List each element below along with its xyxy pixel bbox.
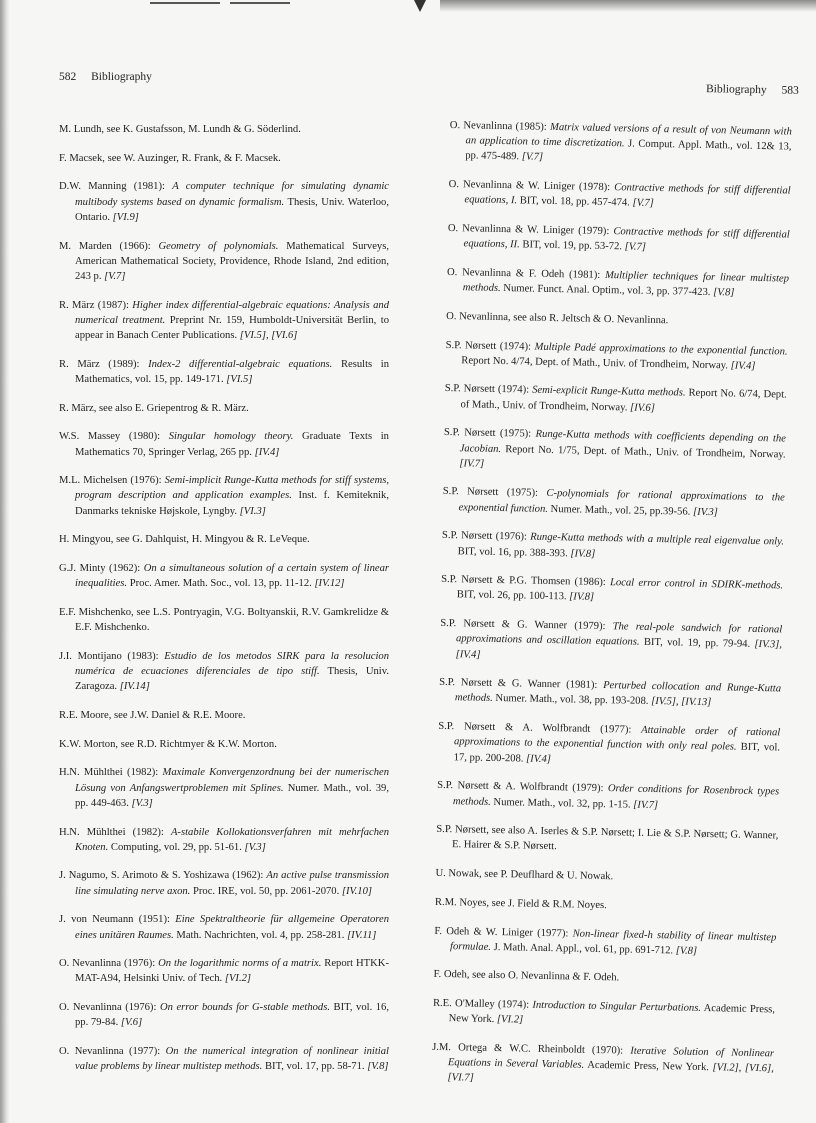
entry-author-text: S.P. Nørsett (1974): xyxy=(444,383,533,397)
entry-author-text: H.N. Mühlthei (1982): xyxy=(59,826,171,838)
bibliography-entry xyxy=(59,737,389,752)
entry-title: A computer technique for simulating dynamic multibody systems based on dynamic formalism. xyxy=(75,181,390,208)
entry-title: Perturbed collocation and Runge-Kutta methods. xyxy=(454,680,782,705)
entry-author-text: F. Odeh, see also O. Nevanlinna & F. Odeh. xyxy=(433,969,620,984)
entry-author-text: S.P. Nørsett (1976): xyxy=(441,530,531,543)
bibliography-entry xyxy=(435,866,777,888)
entry-section-reference: [IV.10] xyxy=(341,885,373,897)
bibliography-entry xyxy=(59,912,389,942)
bibliography-entry xyxy=(59,956,389,986)
bibliography-entry xyxy=(59,473,389,519)
entry-title: Runge-Kutta methods with a multiple real eigenvalue only. xyxy=(530,531,785,548)
bibliography-entry xyxy=(437,778,780,815)
entry-author-text: S.P. Nørsett & P.G. Thomsen (1986): xyxy=(441,574,611,589)
bibliography-entry xyxy=(448,177,791,214)
entry-publication-text: BIT, vol. 17, pp. 200-208. xyxy=(453,742,781,765)
entry-title: Matrix valued versions of a result of von Neumann with an application to time discretization. xyxy=(465,121,792,150)
entry-section-reference: [IV.8] xyxy=(570,547,596,560)
entry-author-text: M. Marden (1966): xyxy=(59,240,159,252)
entry-publication-text: Proc. Amer. Math. Soc., vol. 13, pp. 11-12. xyxy=(127,578,315,590)
entry-title: Singular homology theory. xyxy=(168,431,294,443)
right-page-number: 583 xyxy=(781,84,799,97)
entry-section-reference: [V.7] xyxy=(624,241,647,254)
entry-author-text: S.P. Nørsett & A. Wolfbrandt (1979): xyxy=(437,780,609,795)
left-page-number: 582 xyxy=(59,71,77,83)
entry-title: Estudio de los metodos SIRK para la resolucion numérica de ecuaciones diferenciales de tipo stiff. xyxy=(75,650,389,678)
entry-publication-text: BIT, vol. 16, pp. 388-393. xyxy=(457,545,571,559)
scan-top-rule xyxy=(230,2,290,4)
bibliography-entry xyxy=(445,337,788,374)
entry-section-reference: [IV.14] xyxy=(119,681,150,693)
entry-author-text: H. Mingyou, see G. Dahlquist, H. Mingyou & R. LeVeque. xyxy=(59,534,310,546)
entry-section-reference: [IV.8] xyxy=(569,591,595,604)
entry-title: Attainable order of rational approximations to the exponential function with only real poles. xyxy=(453,724,781,754)
entry-author-text: M. Lundh, see K. Gustafsson, M. Lundh & G. Söderlind. xyxy=(59,124,301,135)
entry-section-reference: [IV.7] xyxy=(633,799,659,811)
entry-author-text: O. Nevanlinna (1976): xyxy=(59,1002,160,1014)
entry-author-text: O. Nevanlinna (1985): xyxy=(449,119,551,133)
entry-title: Iterative Solution of Nonlinear Equations in Several Variables. xyxy=(447,1045,775,1071)
entry-title: Index-2 differential-algebraic equations. xyxy=(148,358,333,370)
entry-title: An active pulse transmission line simulating nerve axon. xyxy=(75,870,389,897)
entry-author-text: O. Nevanlinna & W. Liniger (1979): xyxy=(447,222,614,238)
entry-author-text: M.L. Michelsen (1976): xyxy=(59,475,165,487)
entry-title: Semi-implicit Runge-Kutta methods for stiff systems, program description and application examples. xyxy=(75,475,389,502)
entry-title: On a simultaneous solution of a certain system of linear inequalities. xyxy=(75,563,389,590)
bibliography-entry xyxy=(436,822,779,859)
entry-publication-text: J. Math. Anal. Appl., vol. 61, pp. 691-712. xyxy=(490,941,676,957)
entry-publication-text: Numer. Math., vol. 32, pp. 1-15. xyxy=(490,796,634,811)
entry-title: On the numerical integration of nonlinear initial value problems by linear multistep methods. xyxy=(75,1046,389,1073)
right-page-header xyxy=(706,83,799,97)
bibliography-entry xyxy=(59,649,389,695)
entry-section-reference: [V.7] xyxy=(104,270,126,282)
entry-publication-text: Thesis, Univ. Waterloo, Ontario. xyxy=(75,196,389,223)
entry-section-reference: [IV.11] xyxy=(347,929,377,941)
entry-author-text: R.E. O'Malley (1974): xyxy=(432,997,533,1011)
entry-title: Non-linear fixed-h stability of linear multistep formulae. xyxy=(449,928,777,953)
entry-section-reference: [IV.5], [IV.13] xyxy=(651,696,712,709)
entry-title: Order conditions for Rosenbrock types methods. xyxy=(452,783,780,808)
bibliography-entry xyxy=(59,151,389,166)
right-page-running-title: Bibliography xyxy=(705,83,767,97)
bibliography-entry xyxy=(434,923,777,960)
entry-section-reference: [VI.2] xyxy=(224,973,252,985)
entry-author-text: J. von Neumann (1951): xyxy=(59,914,176,926)
entry-author-text: S.P. Nørsett & A. Wolfbrandt (1977): xyxy=(438,721,642,736)
scan-left-edge-shadow xyxy=(0,0,10,1123)
entry-author-text: O. Nevanlinna, see also R. Jeltsch & O. Nevanlinna. xyxy=(446,310,669,327)
bibliography-entry xyxy=(59,298,389,344)
entry-publication-text: Graduate Texts in Mathematics 70, Springer Verlag, 265 pp. xyxy=(75,431,389,458)
entry-section-reference: [V.3] xyxy=(244,841,266,853)
entry-section-reference: [IV.12] xyxy=(314,578,345,590)
entry-title: On error bounds for G-stable methods. xyxy=(159,1002,331,1014)
entry-section-reference: [V.3] xyxy=(131,797,153,809)
entry-section-reference: [V.7] xyxy=(521,151,544,164)
bibliography-entry xyxy=(439,675,782,712)
entry-author-text: O. Nevanlinna & F. Odeh (1981): xyxy=(446,266,606,281)
entry-publication-text: Thesis, Univ. Zaragoza. xyxy=(75,666,389,693)
bibliography-entry xyxy=(446,309,788,331)
entry-title: Runge-Kutta methods with coefficients depending on the Jacobian. xyxy=(459,429,786,455)
bibliography-entry xyxy=(433,996,776,1033)
entry-author-text: O. Nevanlinna (1976): xyxy=(59,958,159,970)
entry-author-text: G.J. Minty (1962): xyxy=(59,563,144,575)
entry-publication-text: BIT, vol. 16, pp. 79-84. xyxy=(75,1002,389,1029)
entry-section-reference: [VI.5], [VI.6] xyxy=(239,330,298,342)
entry-title: Geometry of polynomials. xyxy=(158,240,279,252)
entry-title: Contractive methods for stiff differential equations, II. xyxy=(463,226,790,251)
entry-author-text: S.P. Nørsett (1974): xyxy=(445,339,535,353)
entry-title: Contractive methods for stiff differential equations, I. xyxy=(464,182,791,207)
entry-section-reference: [VI.5] xyxy=(226,373,253,385)
bibliography-entry xyxy=(438,719,781,771)
entry-section-reference: [V.8] xyxy=(713,287,735,299)
bibliography-entry xyxy=(59,357,389,387)
entry-author-text: E.F. Mishchenko, see L.S. Pontryagin, V.G. Boltyanskii, R.V. Gamkrelidze & E.F. Mishchenko. xyxy=(59,606,389,634)
bibliography-entry xyxy=(433,967,775,989)
entry-publication-text: Computing, vol. 29, pp. 51-61. xyxy=(108,841,245,853)
entry-publication-text: J. Comput. Appl. Math., vol. 12& 13, pp. 475-489. xyxy=(465,138,792,163)
entry-section-reference: [IV.3] xyxy=(692,506,718,518)
left-page-header xyxy=(59,71,152,83)
entry-publication-text: BIT, vol. 17, pp. 58-71. xyxy=(262,1061,368,1073)
bibliography-entry xyxy=(59,868,389,898)
entry-author-text: J.M. Ortega & W.C. Rheinboldt (1970): xyxy=(432,1041,631,1057)
entry-author-text: S.P. Nørsett & G. Wanner (1979): xyxy=(440,618,613,633)
bibliography-entry xyxy=(59,401,389,416)
bibliography-entry xyxy=(442,528,785,565)
entry-author-text: R.E. Moore, see J.W. Daniel & R.E. Moore. xyxy=(59,709,246,721)
bibliography-entry xyxy=(59,532,389,547)
bibliography-entry xyxy=(59,179,389,225)
entry-author-text: F. Macsek, see W. Auzinger, R. Frank, & F. Macsek. xyxy=(59,152,281,164)
entry-publication-text: Academic Press, New York. xyxy=(584,1059,713,1074)
entry-author-text: S.P. Nørsett, see also A. Iserles & S.P. Nørsett; I. Lie & S.P. Nørsett; G. Wanner, E. Hairer & S.P. Nørsett. xyxy=(436,824,779,853)
entry-publication-text: BIT, vol. 26, pp. 100-113. xyxy=(456,589,570,603)
entry-section-reference: [VI.3] xyxy=(239,505,266,517)
bibliography-entry xyxy=(59,765,389,811)
bibliography-entry xyxy=(59,122,389,137)
entry-author-text: R. März (1987): xyxy=(59,299,133,311)
entry-section-reference: [VI.2], [VI.6], [VI.7] xyxy=(447,1062,774,1085)
entry-publication-text: Results in Mathematics, vol. 15, pp. 149-171. xyxy=(75,358,389,385)
entry-author-text: R. März, see also E. Griepentrog & R. März. xyxy=(59,402,249,414)
bibliography-entry xyxy=(443,425,786,477)
entry-author-text: R. März (1989): xyxy=(59,358,149,370)
entry-publication-text: Numer. Math., vol. 39, pp. 449-463. xyxy=(75,782,389,809)
entry-title: Semi-explicit Runge-Kutta methods. xyxy=(532,385,686,400)
entry-section-reference: [IV.6] xyxy=(629,402,655,414)
bibliography-entry xyxy=(59,605,389,635)
entry-publication-text: Academic Press, New York. xyxy=(448,1003,776,1026)
scan-top-rule xyxy=(150,2,220,4)
entry-title: Introduction to Singular Perturbations. xyxy=(532,999,702,1015)
entry-title: Eine Spektraltheorie für allgemeine Operatoren eines unitären Raumes. xyxy=(75,914,389,941)
entry-author-text: O. Nevanlinna (1977): xyxy=(59,1046,166,1058)
entry-title: The real-pole sandwich for rational approximations and oscillation equations. xyxy=(455,621,783,649)
entry-publication-text: Report HTKK-MAT-A94, Helsinki Univ. of Tech. xyxy=(75,958,389,985)
bibliography-entry xyxy=(59,429,389,459)
entry-author-text: D.W. Manning (1981): xyxy=(59,181,173,193)
entry-author-text: K.W. Morton, see R.D. Richtmyer & K.W. Morton. xyxy=(59,738,277,750)
entry-publication-text: BIT, vol. 18, pp. 457-474. xyxy=(516,195,633,209)
entry-title: Higher index differential-algebraic equations: Analysis and numerical treatment. xyxy=(75,299,389,326)
entry-section-reference: [IV.3], [IV.4] xyxy=(455,639,783,661)
entry-author-text: W.S. Massey (1980): xyxy=(59,431,169,443)
entry-title: A-stabile Kollokationsverfahren mit mehrfachen Knoten. xyxy=(75,826,389,853)
bibliography-entry xyxy=(435,895,777,917)
entry-section-reference: [VI.9] xyxy=(112,211,139,223)
entry-section-reference: [V.8] xyxy=(367,1061,389,1073)
entry-section-reference: [V.6] xyxy=(120,1017,143,1029)
bibliography-entry xyxy=(59,1000,389,1030)
entry-title: Multiplier techniques for linear multistep methods. xyxy=(462,269,790,295)
right-bibliography-column xyxy=(431,118,792,1106)
entry-section-reference: [V.7] xyxy=(632,197,654,210)
left-bibliography-column xyxy=(59,122,389,1088)
bibliography-entry xyxy=(441,572,784,609)
entry-author-text: U. Nowak, see P. Deuflhard & U. Nowak. xyxy=(435,867,614,883)
entry-publication-text: Proc. IRE, vol. 50, pp. 2061-2070. xyxy=(190,885,342,897)
entry-publication-text: Report No. 6/74, Dept. of Math., Univ. of Trondheim, Norway. xyxy=(460,388,787,414)
bibliography-entry xyxy=(59,239,389,285)
entry-publication-text: Numer. Math., vol. 38, pp. 193-208. xyxy=(492,693,652,708)
bibliography-entry xyxy=(449,118,792,170)
entry-publication-text: Report No. 4/74, Dept. of Math., Univ. of Trondheim, Norway. xyxy=(461,354,731,372)
entry-publication-text: BIT, vol. 19, pp. 53-72. xyxy=(519,239,625,253)
entry-publication-text: Preprint Nr. 159, Humboldt-Universität Berlin, to appear in Banach Center Publications. xyxy=(75,314,389,342)
entry-title: Multiple Padé approximations to the exponential function. xyxy=(534,341,788,358)
entry-title: On the logarithmic norms of a matrix. xyxy=(158,958,322,970)
bibliography-entry xyxy=(59,1044,389,1074)
entry-title: Local error control in SDIRK-methods. xyxy=(609,577,784,592)
entry-publication-text: Math. Nachrichten, vol. 4, pp. 258-281. xyxy=(173,929,348,941)
entry-author-text: R.M. Noyes, see J. Field & R.M. Noyes. xyxy=(434,896,607,911)
entry-author-text: H.N. Mühlthei (1982): xyxy=(59,767,163,779)
bibliography-entry xyxy=(447,221,790,258)
entry-publication-text: Report No. 1/75, Dept. of Math., Univ. of Trondheim, Norway. xyxy=(501,443,786,461)
entry-section-reference: [IV.4] xyxy=(525,753,552,765)
entry-section-reference: [IV.4] xyxy=(254,446,280,458)
scan-top-shadow xyxy=(440,0,816,12)
bibliography-entry xyxy=(59,825,389,855)
bibliography-entry xyxy=(431,1040,774,1092)
bibliography-entry xyxy=(59,561,389,591)
entry-publication-text: Numer. Funct. Anal. Optim., vol. 3, pp. 377-423. xyxy=(500,283,714,299)
entry-section-reference: [IV.4] xyxy=(730,360,756,372)
entry-section-reference: [IV.7] xyxy=(459,457,485,470)
entry-publication-text: Inst. f. Kemiteknik, Danmarks tekniske Højskole, Lyngby. xyxy=(75,490,390,517)
entry-author-text: F. Odeh & W. Liniger (1977): xyxy=(434,925,573,940)
entry-publication-text: Mathematical Surveys, American Mathematical Society, Providence, Rhode Island, 2nd edition, 243 p. xyxy=(75,240,389,282)
entry-author-text: S.P. Nørsett (1975): xyxy=(443,427,536,441)
entry-title: Maximale Konvergenzordnung bei der numerischen Lösung von Anfangswertproblemen mit Splines. xyxy=(75,767,390,794)
bibliography-entry xyxy=(440,616,783,668)
entry-publication-text: Numer. Math., vol. 25, pp.39-56. xyxy=(547,503,694,518)
entry-section-reference: [VI.2] xyxy=(496,1014,524,1026)
entry-author-text: J.I. Montijano (1983): xyxy=(59,650,165,662)
bibliography-entry xyxy=(444,381,787,418)
entry-author-text: S.P. Nørsett (1975): xyxy=(442,486,547,500)
entry-author-text: J. Nagumo, S. Arimoto & S. Yoshizawa (1962): xyxy=(59,870,267,882)
bibliography-entry xyxy=(447,265,790,302)
entry-author-text: O. Nevanlinna & W. Liniger (1978): xyxy=(448,179,615,194)
entry-publication-text: BIT, vol. 19, pp. 79-94. xyxy=(639,637,755,651)
bibliography-entry xyxy=(442,484,785,521)
bibliography-entry xyxy=(59,708,389,723)
entry-author-text: S.P. Nørsett & G. Wanner (1981): xyxy=(439,677,604,692)
entry-title: C-polynomials for rational approximations to the exponential function. xyxy=(458,488,785,515)
book-binding-mark xyxy=(414,0,426,12)
entry-section-reference: [V.8] xyxy=(675,945,698,957)
left-page-running-title: Bibliography xyxy=(91,71,152,83)
